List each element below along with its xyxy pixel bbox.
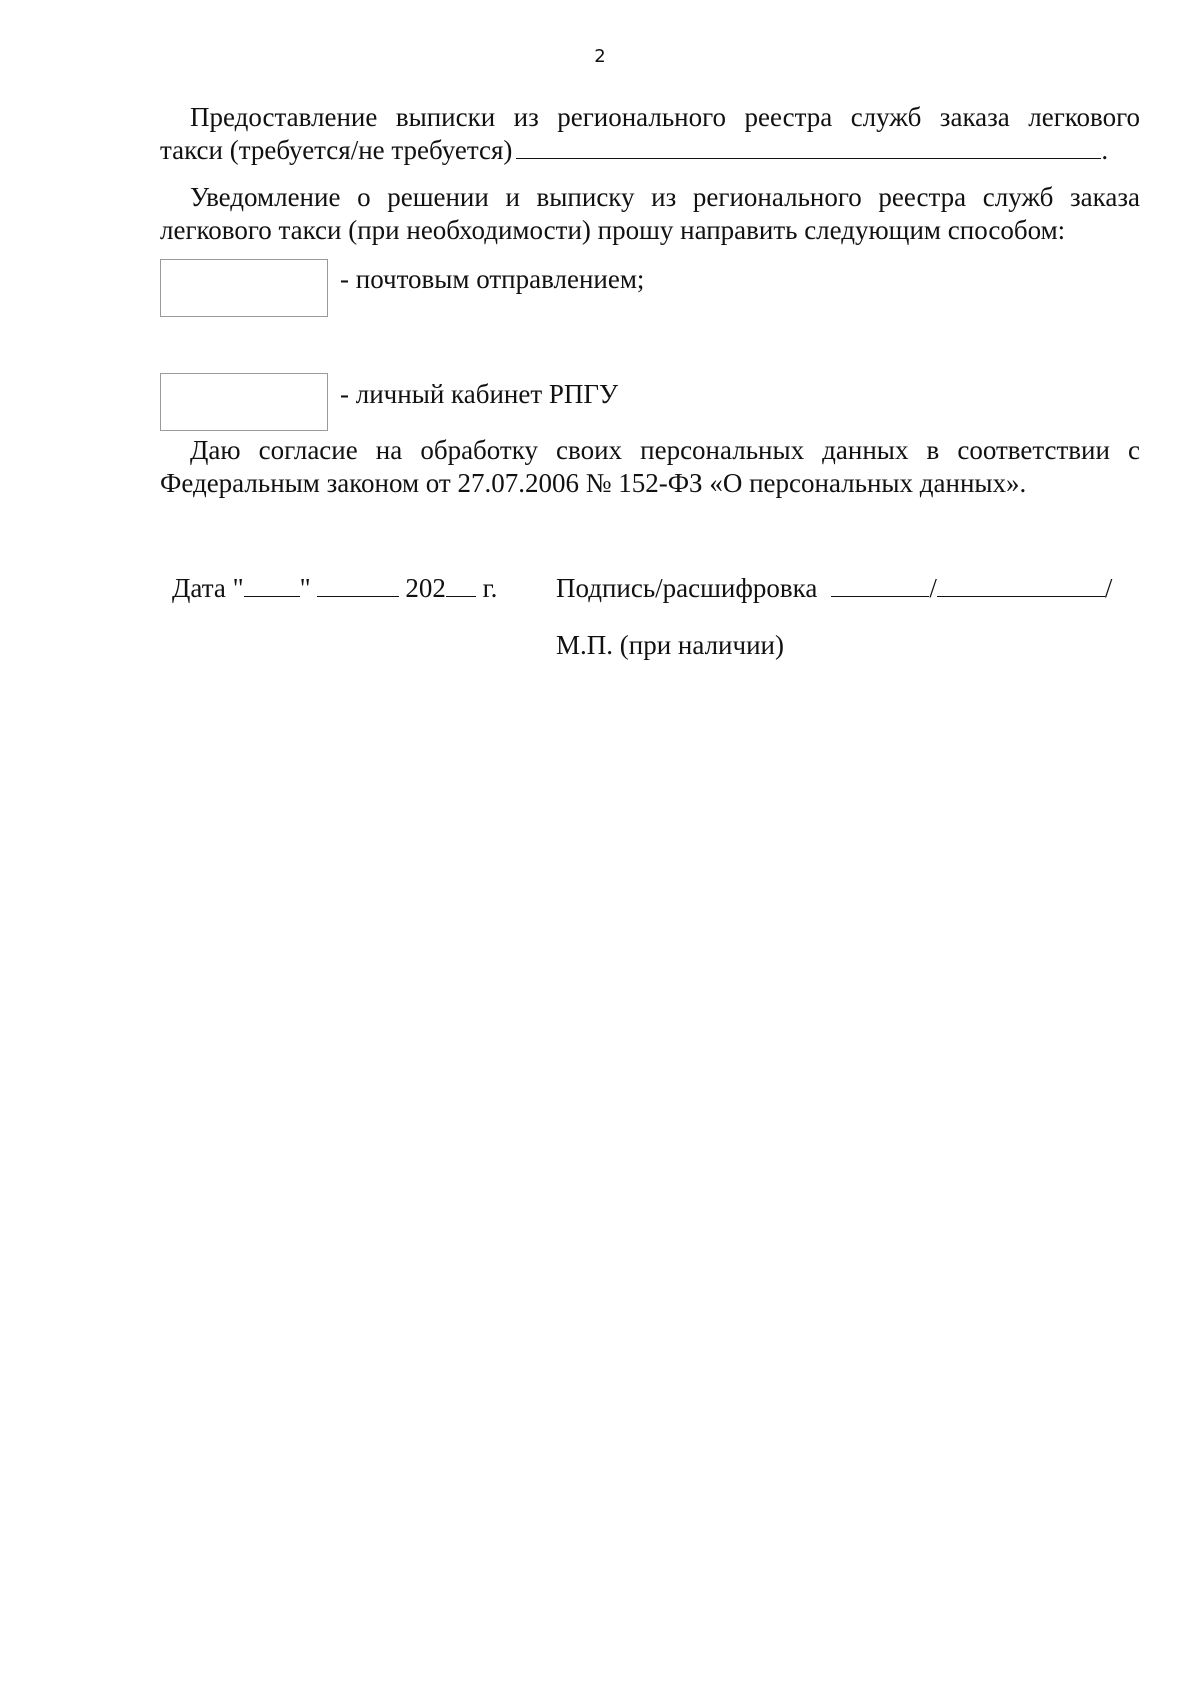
consent-line1: Даю согласие на обработку своих персональных данных в соответствии с (190, 435, 1140, 465)
signature-separator: / (929, 573, 937, 603)
date-row (172, 572, 497, 605)
extract-request-label: такси (требуется/не требуется) (160, 135, 513, 165)
page-number: 2 (594, 46, 606, 67)
signature-name-field[interactable] (937, 572, 1105, 597)
date-label: Дата " (172, 573, 244, 603)
signature-end: / (1104, 573, 1113, 603)
postal-option-checkbox[interactable] (160, 259, 328, 317)
portal-option-label: - личный кабинет РПГУ (340, 379, 619, 409)
signature-row (556, 572, 1112, 605)
extract-request-line2 (160, 135, 1108, 165)
portal-option-checkbox[interactable] (160, 373, 328, 431)
extract-request-line1: Предоставление выписки из регионального реестра служб заказа легкового (190, 102, 1140, 132)
date-year-field[interactable] (446, 572, 476, 597)
extract-request-end: . (1101, 135, 1109, 165)
consent-line2: Федеральным законом от 27.07.2006 № 152-ФЗ «О персональных данных». (160, 468, 1027, 498)
extract-request-field[interactable] (516, 134, 1101, 159)
date-year-prefix: 202 (405, 573, 446, 603)
date-quote-close: " (299, 573, 311, 603)
extract-request-paragraph (160, 101, 1140, 167)
date-year-suffix: г. (482, 573, 498, 603)
date-day-field[interactable] (244, 572, 300, 597)
consent-paragraph (160, 434, 1140, 500)
notification-line2: легкового такси (при необходимости) прошу направить следующим способом: (160, 215, 1066, 245)
stamp-note: М.П. (при наличии) (556, 630, 784, 660)
signature-label: Подпись/расшифровка (556, 573, 818, 603)
notification-paragraph (160, 181, 1140, 247)
postal-option-label: - почтовым отправлением; (340, 264, 645, 294)
date-month-field[interactable] (317, 572, 399, 597)
notification-line1: Уведомление о решении и выписку из регионального реестра служб заказа (190, 182, 1140, 212)
signature-field[interactable] (831, 572, 929, 597)
